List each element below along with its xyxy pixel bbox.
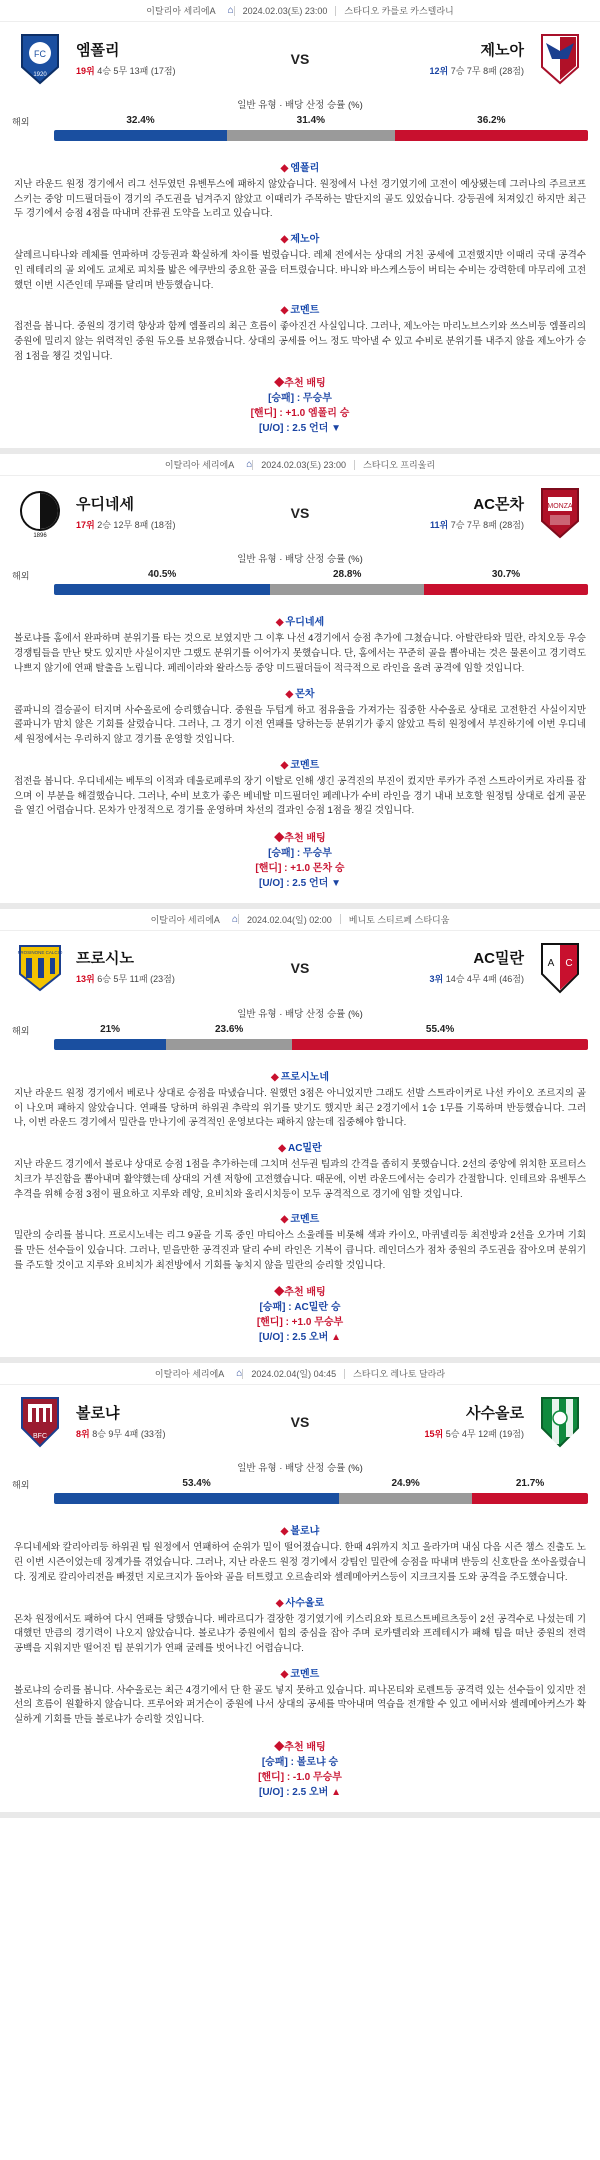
home-team-wdl: 4승 5무 13패 (17점)	[97, 65, 176, 76]
section-body: 몬차 원정에서도 패하여 다시 연패를 당했습니다. 베라르디가 결장한 경기였기에 키스리요와 토르스트베르츠등이 2선 공격수로 나섰는데 기대했던 만큼의 경기력이 나오지 않았습니다. 볼로냐가 중원에서 힘의 중심을 잡아 주며 로카텔리와 프레테시가 패해 팀을 떠난 중원의 전력 공백을 지워지만 떨어진 팀 분위기가 연패 굴레를 벗어나긴 어렵습니다.	[14, 1613, 586, 1654]
section-title	[14, 613, 586, 628]
section-body: 지난 라운드 경기에서 볼로냐 상대로 승점 1점을 추가하는데 그치며 선두권 팀과의 간격을 좁히지 못했습니다. 2선의 중앙에 위치한 포르터스치크가 부진함을 뽐아내며 활약했는데 상대의 거센 저항에 고전했습니다. 때문에, 이번 라운드에서는 승리가 간절합니다. 인테르와 유벤투스 추격을 위해 승점 3점이 필요하고 지루와 레앙, 요비치와 올리시치등이 모두 공격적으로 경기에 임할 것입니다.	[14, 1159, 586, 1200]
diamond-icon: ◆	[280, 163, 289, 174]
match-topbar	[0, 0, 600, 22]
pick-handicap-line: [핸디] : +1.0 엠폴리 승	[250, 408, 350, 420]
odds-percentages	[12, 1478, 588, 1491]
odds-bar-home	[54, 1493, 339, 1504]
betting-pick-title-text: 추천 배팅	[284, 1287, 326, 1299]
betting-pick-title-text: 추천 배팅	[284, 378, 326, 390]
away-team-wdl: 7승 7무 8패 (28점)	[450, 65, 524, 76]
home-team-name: 엠폴리	[76, 41, 120, 59]
odds-source-label: 해외	[12, 1025, 30, 1036]
odds-bar-draw	[270, 584, 424, 595]
betting-pick-title: ◆추천 배팅	[274, 1741, 326, 1753]
away-team-wdl: 14승 4무 4패 (46점)	[445, 974, 524, 985]
away-team-info	[328, 1405, 524, 1440]
away-team	[328, 1393, 588, 1451]
diamond-icon: ◆	[280, 1526, 289, 1538]
odds-title: 일반 유형 · 배당 산정 승률 (%)	[237, 554, 363, 566]
odds-home-pct: 21%	[100, 1023, 121, 1035]
section-title-text: 엠폴리	[290, 163, 320, 174]
diamond-icon: ◆	[280, 234, 289, 246]
teams-row	[0, 931, 600, 1001]
betting-pick-title: ◆추천 배팅	[274, 832, 326, 844]
versus-label: VS	[290, 1414, 310, 1431]
section-title	[14, 1665, 586, 1680]
analysis-sections	[0, 1510, 600, 1805]
section-title-text: 몬차	[295, 688, 315, 700]
svg-text:1896: 1896	[33, 533, 47, 540]
match-card	[0, 909, 600, 1363]
away-team-record	[328, 1427, 524, 1440]
home-team-record	[76, 972, 272, 985]
section-title-text: 코멘트	[290, 759, 320, 771]
pick-handicap-line: [핸디] : +1.0 무승부	[256, 1317, 344, 1329]
svg-text:C: C	[565, 957, 573, 969]
home-team	[12, 30, 272, 88]
home-team	[12, 1393, 272, 1451]
odds-draw-pct: 28.8%	[332, 569, 362, 581]
match-card	[0, 1363, 600, 1817]
pick-ou-text: [U/O] : 2.5 오버	[258, 1786, 329, 1798]
section-title	[14, 301, 586, 316]
bologna-crest-icon	[12, 1393, 68, 1451]
odds-block	[0, 1001, 600, 1056]
svg-text:MONZA: MONZA	[547, 503, 573, 511]
home-team	[12, 939, 272, 997]
pick-ou-text: [U/O] : 2.5 오버	[258, 1332, 329, 1344]
svg-text:A: A	[547, 957, 555, 969]
odds-bar	[54, 584, 588, 595]
frosinone-crest-icon	[12, 939, 68, 997]
match-venue: 스타디오 레나토 달라라	[353, 1369, 446, 1380]
pick-result-line: [승패] : 무승부	[268, 847, 332, 859]
diamond-icon: ◆	[280, 1668, 289, 1680]
versus-label: VS	[290, 505, 310, 522]
betting-pick-lines	[14, 1300, 586, 1345]
pick-ou-line	[14, 421, 586, 436]
match-card	[0, 0, 600, 454]
analysis-sections	[0, 147, 600, 442]
versus-label: VS	[290, 51, 310, 67]
pick-result-line: [승패] : AC밀란 승	[259, 1302, 341, 1314]
betting-pick-lines	[14, 391, 586, 436]
odds-home-pct: 53.4%	[182, 1478, 211, 1490]
match-datetime: 2024.02.03(토) 23:00	[261, 460, 347, 471]
betting-pick-title-text: 추천 배팅	[284, 832, 326, 844]
section-body: 지난 라운드 원정 경기에서 베로나 상대로 승점을 따냈습니다. 원했던 3점은 아니었지만 그래도 선발 스트라이커로 나선 카이오 조르지의 골이 나오며 패하지 않았습니다. 연패를 당하며 하위권 추락의 위기를 맞기도 했지만 최근 2경기에서 1승 1무를 기록하며 반등했습니다. 그러나, 이번 라운드 경기에서 밀란을 만나기에 공격적인 운영보다는 패하지 않는데 집중해야 합니다.	[14, 1087, 586, 1129]
odds-home-pct: 32.4%	[126, 115, 155, 126]
pick-ou-text: [U/O] : 2.5 언더	[258, 877, 329, 889]
section-title	[14, 756, 586, 771]
diamond-icon: ◆	[278, 1143, 286, 1155]
genoa-crest-icon	[532, 30, 588, 88]
teams-row	[0, 22, 600, 92]
odds-source-label: 해외	[12, 117, 30, 127]
section-title	[14, 685, 586, 700]
betting-pick-title-text: 추천 배팅	[284, 1741, 326, 1753]
milan-crest-icon	[532, 939, 588, 997]
section-body: 살레르니타나와 레체를 연파하며 강등권과 확실하게 차이를 벌렸습니다. 레체 전에서는 상대의 거친 공세에 고전했지만 이때리 국대 공격수인 레테리의 골 외에도 교체로 피치를 밟은 에쿠반의 중요한 골을 터트렸습니다. 바니와 바스케스등이 버티는 수비는 강력한데 마무리에 고전했던 이번 시즌인데 무패를 달리며 반등했습니다.	[14, 250, 586, 291]
section-body: 우디네세와 칼리아리등 하위권 팀 원정에서 연패하여 순위가 밀이 떨어졌습니다. 한때 4위까지 치고 올라가며 내심 다음 시즌 챔스 진출도 노린 이번 시즌이었는데 징계가를 겪었습니다. 그러나, 지난 라운드 원정 경기에서 강팀인 밀란에 승점을 따내며 반등의 신호탄을 쏘아올렸습니다. 징계로 칼리아리전을 빠졌던 지로크지가 돌아와 골을 터트렸고 오르솔리와 셀레메아커스등이 지크크지를 도와 공격을 주도했습니다.	[14, 1542, 586, 1583]
under-arrow-icon: ▼	[331, 877, 341, 889]
section-title-text: AC밀란	[287, 1143, 322, 1155]
match-venue: 스타디오 카를로 카스텔라니	[344, 6, 454, 16]
odds-draw-pct: 24.9%	[391, 1478, 420, 1490]
away-team	[328, 484, 588, 542]
odds-bar-draw	[166, 1039, 292, 1050]
match-topbar	[0, 1363, 600, 1385]
versus-label: VS	[290, 959, 310, 976]
away-team-record	[328, 64, 524, 77]
odds-bar-away	[472, 1493, 588, 1504]
analysis-sections	[0, 1056, 600, 1351]
odds-bar-home	[54, 130, 227, 141]
odds-percentages	[12, 1024, 588, 1037]
section-title	[14, 230, 586, 245]
section-title	[14, 1139, 586, 1154]
away-team-name: AC밀란	[473, 950, 524, 968]
home-icon: ⌂	[227, 5, 234, 16]
section-body: 접전을 봅니다. 우디네세는 베투의 이적과 데울로페루의 장기 이탈로 인해 생긴 공격진의 부진이 컸지만 루카가 주전 스트라이커로 자리를 잡으며 이 부분을 해결했습니다. 그러나, 수비 보호가 좋은 베네탈 미드필더인 페레나가 수비 라인을 경기 내내 보호할 원정팀 상대로 쉽게 골문을 열긴 어렵습니다. 몬차가 안정적으로 경기를 운영하며 차선의 결과인 승점 1점을 챙길 것입니다.	[14, 775, 586, 817]
betting-pick-title: ◆추천 배팅	[274, 1287, 326, 1299]
home-team-wdl: 8승 9무 4패 (33점)	[92, 1428, 166, 1439]
section-body: 지난 라운드 원정 경기에서 리그 선두였던 유벤투스에 패하지 않았습니다. 원정에서 나선 경기였기에 고전이 예상됐는데 그러나의 주르코프스키는 중앙 미드필더들이 경기의 주도권을 넘겨주지 않았고 이때리가 주목하는 발단지의 골도 있었습니다. 강등권에 처져있긴 하지만 최근 두 경기에서 승점 4점을 따내며 잔류권 도약을 노리고 있습니다.	[14, 179, 586, 220]
home-team-rank: 19위	[76, 65, 95, 76]
section-title-text: 볼로냐	[290, 1526, 320, 1538]
section-title-text: 프로시노네	[280, 1071, 329, 1083]
pick-ou-text: [U/O] : 2.5 언더	[258, 423, 329, 435]
odds-bar-draw	[227, 130, 395, 141]
home-team	[12, 484, 272, 542]
home-team-info	[76, 42, 272, 77]
pick-result-line: [승패] : 볼로냐 승	[261, 1756, 339, 1768]
odds-bar-home	[54, 584, 270, 595]
match-venue: 스타디오 프리울리	[363, 460, 436, 471]
home-icon: ⌂	[231, 913, 238, 925]
odds-source-label: 해외	[12, 1480, 30, 1491]
pick-ou-line	[14, 876, 586, 891]
league-name: 이탈리아 세리에A	[150, 914, 220, 925]
pick-handicap-line: [핸디] : +1.0 몬차 승	[255, 862, 345, 874]
match-datetime: 2024.02.03(토) 23:00	[242, 6, 328, 16]
diamond-icon: ◆	[275, 617, 284, 629]
diamond-icon: ◆	[275, 1597, 284, 1609]
sassuolo-crest-icon	[532, 1393, 588, 1451]
match-datetime: 2024.02.04(일) 04:45	[251, 1369, 337, 1380]
section-title-text: 우디네세	[285, 617, 325, 629]
section-title	[14, 1068, 586, 1083]
match-topbar	[0, 909, 600, 931]
home-icon: ⌂	[236, 1368, 243, 1380]
odds-bar-draw	[339, 1493, 472, 1504]
diamond-icon: ◆	[280, 759, 289, 771]
udinese-crest-icon	[12, 484, 68, 542]
away-team-wdl: 7승 7무 8패 (28점)	[450, 519, 524, 530]
svg-text:BFC: BFC	[33, 1433, 47, 1441]
section-body: 볼로냐의 승리를 봅니다. 사수올로는 최근 4경기에서 단 한 골도 넣지 못하고 있습니다. 피나몬티와 로렌트등 공격력 있는 선수들이 있지만 전선의 흐름이 원활하지 않습니다. 프루어와 퍼거슨이 중원에 나서 상대의 공세를 막아내며 역습을 전개할 수 있고 에버서와 셀레메아커스가 확실하게 기회를 만들 볼로냐가 승리할 것입니다.	[14, 1684, 586, 1726]
diamond-icon: ◆	[270, 1071, 279, 1083]
home-icon: ⌂	[246, 459, 253, 471]
odds-draw-pct: 23.6%	[214, 1023, 244, 1035]
odds-draw-pct: 31.4%	[296, 115, 326, 126]
home-team-rank: 17위	[76, 519, 95, 530]
pick-ou-line	[14, 1330, 586, 1345]
away-team-name: 사수올로	[466, 1404, 524, 1422]
away-team-name: AC몬차	[473, 495, 524, 513]
odds-bar-away	[395, 130, 588, 141]
odds-title: 일반 유형 · 배당 산정 승률 (%)	[237, 1008, 363, 1020]
home-team-record	[76, 64, 272, 77]
away-team-info	[328, 950, 524, 985]
away-team-rank: 11위	[429, 519, 449, 530]
away-team-wdl: 5승 4무 12패 (19점)	[445, 1428, 524, 1439]
betting-pick-lines	[14, 846, 586, 891]
over-arrow-icon: ▲	[331, 1332, 341, 1344]
teams-row	[0, 1385, 600, 1455]
away-team-record	[328, 518, 524, 531]
odds-away-pct: 55.4%	[425, 1023, 455, 1035]
section-title	[14, 159, 586, 174]
odds-bar	[54, 130, 588, 141]
diamond-icon: ◆	[285, 688, 294, 700]
away-team	[328, 939, 588, 997]
analysis-sections	[0, 601, 600, 896]
away-team-rank: 15위	[424, 1428, 444, 1439]
over-arrow-icon: ▲	[331, 1786, 341, 1798]
odds-title: 일반 유형 · 배당 산정 승률 (%)	[237, 1463, 363, 1475]
section-title	[14, 1594, 586, 1609]
section-title-text: 코멘트	[290, 305, 320, 317]
section-title	[14, 1210, 586, 1225]
match-topbar	[0, 454, 600, 476]
home-team-rank: 8위	[76, 1428, 90, 1439]
away-team-rank: 3위	[429, 974, 444, 985]
pick-result-line: [승패] : 무승부	[268, 393, 332, 405]
odds-bar	[54, 1493, 588, 1504]
odds-percentages	[12, 569, 588, 582]
home-team-name: 볼로냐	[76, 1404, 120, 1422]
odds-block	[0, 546, 600, 601]
section-body: 접전을 봅니다. 중원의 경기력 향상과 함께 엠폴리의 최근 흐름이 좋아진건 사실입니다. 그러나, 제노아는 마리노브스키와 쓰스비등 엠폴리의 중원에 밀리지 않는 위력적인 중원 듀오를 보유했습니다. 상대의 공세를 어느 정도 막아낼 수 있고 수비로 분위기를 내주지 않을 제노아가 승점 1점을 챙길 것입니다.	[14, 321, 586, 362]
svg-text:FC: FC	[34, 49, 46, 59]
odds-away-pct: 30.7%	[491, 569, 521, 581]
odds-block	[0, 92, 600, 147]
home-team-wdl: 6승 5무 11패 (23점)	[97, 974, 175, 985]
home-team-wdl: 2승 12무 8패 (18점)	[97, 519, 176, 530]
home-team-record	[76, 518, 272, 531]
odds-home-pct: 40.5%	[147, 569, 177, 581]
odds-bar-away	[292, 1039, 588, 1050]
section-title-text: 코멘트	[290, 1668, 320, 1680]
odds-source-label: 해외	[12, 571, 30, 582]
teams-row	[0, 476, 600, 546]
away-team-info	[328, 496, 524, 531]
home-team-name: 우디네세	[76, 495, 134, 513]
section-body: 볼로냐를 홈에서 완파하며 분위기를 타는 것으로 보였지만 그 이후 나선 4경기에서 승점 추가에 그쳤습니다. 아탈란타와 밀란, 라치오등 우승 경쟁팀들을 만난 탓도 있지만 사실이지만 그랬도 분위기를 이어가지 못했습니다. 단, 홈에서는 꾸준히 골을 뽑아내는 것은 물론이고 경기력도 나쁘지 않기에 연패 탈출을 노립니다. 페레이라와 왈라스등 중앙 미드필더들이 적극적으로 라인을 올려 공격에 임할 것입니다.	[14, 633, 586, 674]
league-name: 이탈리아 세리에A	[164, 460, 235, 471]
pick-ou-line	[14, 1785, 586, 1800]
section-title	[14, 1522, 586, 1537]
away-team	[328, 30, 588, 88]
match-datetime: 2024.02.04(일) 02:00	[247, 914, 332, 925]
league-name: 이탈리아 세리에A	[146, 6, 216, 16]
svg-text:FROSINONE CALCIO: FROSINONE CALCIO	[17, 949, 63, 955]
section-body: 밀란의 승리를 봅니다. 프로시노네는 리그 9골을 기록 중인 마티아스 소울레를 비롯해 색과 카이오, 마퀴넬리등 최전방과 2선을 오가며 기회를 만든 선수들이 있습니다. 그러나, 믿을만한 공격진과 달리 수비 라인은 기복이 큽니다. 레인더스가 점차 중원의 주도권을 잡아오며 분위기를 주도할 것이고 지루와 요비치가 최전방에서 기회를 놓치지 않을 밀란의 승리할 것입니다.	[14, 1230, 586, 1271]
home-team-info	[76, 1405, 272, 1440]
section-body: 콜파니의 결승골이 터지며 사수올로에 승리했습니다. 중원을 두텁게 하고 점유율을 가져가는 집중한 사수올로 상대로 고전한건 사실이지만 콜파니가 맘치 않은 기회를 살렸습니다. 그러나, 그 경기 이전 연패를 당하는등 분위기가 좋지 않았고 특히 원정에서 부진하기에 이번 우디네세 원정에서는 우리하지 않고 경기를 운영할 것입니다.	[14, 704, 586, 746]
empoli-crest-icon	[12, 30, 68, 88]
section-title-text: 제노아	[290, 234, 320, 246]
section-title-text: 사수올로	[285, 1597, 325, 1609]
match-card	[0, 454, 600, 908]
away-team-record	[328, 972, 524, 985]
odds-bar-home	[54, 1039, 166, 1050]
section-title-text: 코멘트	[290, 1214, 320, 1226]
odds-title: 일반 유형 · 배당 산정 승률 (%)	[237, 100, 363, 111]
odds-away-pct: 36.2%	[477, 115, 506, 126]
odds-away-pct: 21.7%	[515, 1478, 545, 1490]
odds-bar	[54, 1039, 588, 1050]
pick-handicap-line: [핸디] : -1.0 무승부	[258, 1771, 342, 1783]
under-arrow-icon: ▼	[331, 423, 341, 435]
home-team-name: 프로시노	[76, 950, 134, 968]
odds-bar-away	[424, 584, 588, 595]
away-team-info	[328, 42, 524, 77]
league-name: 이탈리아 세리에A	[154, 1369, 225, 1380]
away-team-name: 제노아	[480, 41, 524, 59]
odds-block	[0, 1455, 600, 1510]
diamond-icon: ◆	[280, 1214, 289, 1226]
odds-percentages	[12, 115, 588, 128]
betting-pick-title: ◆추천 배팅	[274, 378, 326, 390]
match-venue: 베니토 스티르페 스타디움	[348, 914, 450, 925]
svg-text:1920: 1920	[33, 72, 47, 78]
home-team-record	[76, 1427, 272, 1440]
home-team-rank: 13위	[76, 974, 95, 985]
betting-pick-lines	[14, 1755, 586, 1800]
monza-crest-icon	[532, 484, 588, 542]
away-team-rank: 12위	[429, 65, 449, 76]
diamond-icon: ◆	[280, 305, 289, 317]
home-team-info	[76, 496, 272, 531]
home-team-info	[76, 950, 272, 985]
